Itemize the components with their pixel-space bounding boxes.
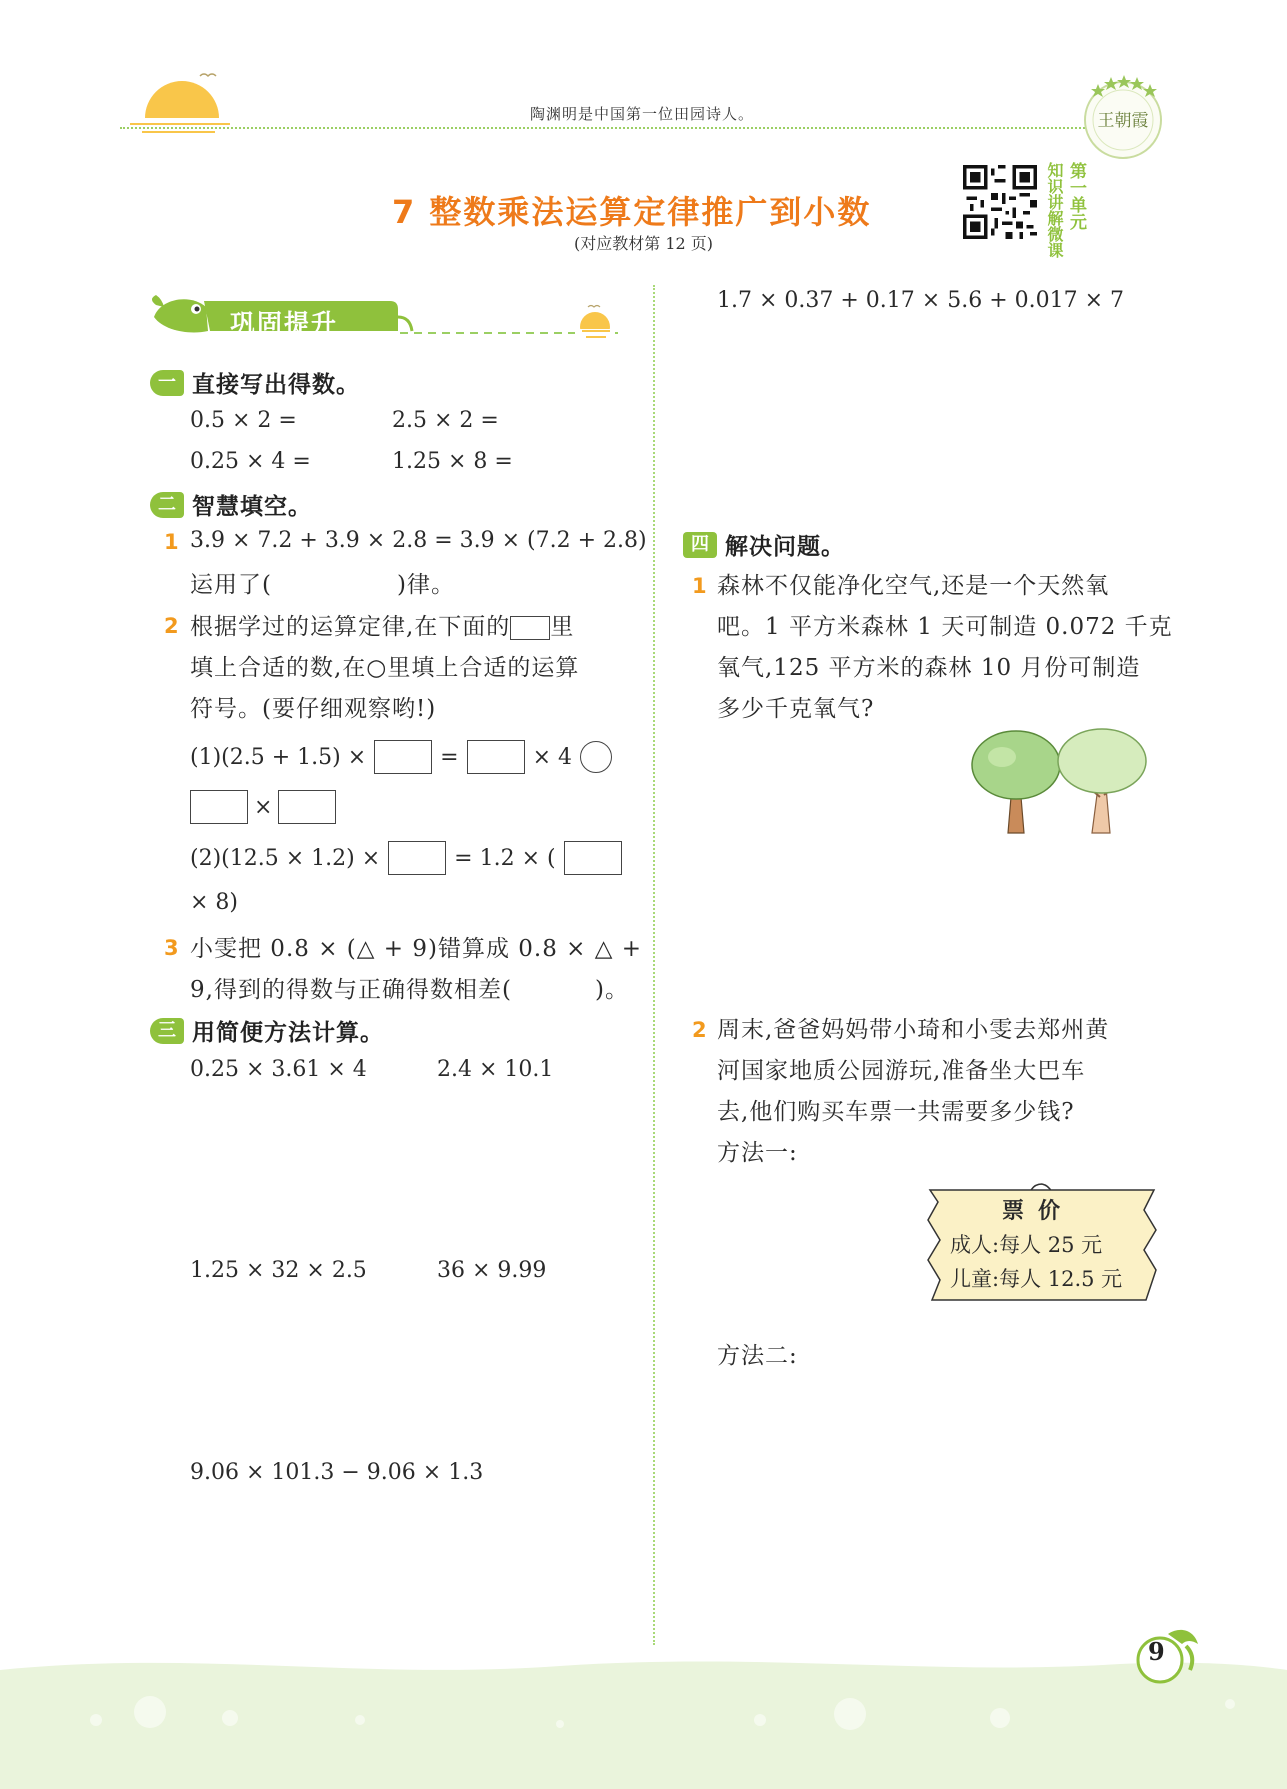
q2-p1-eq: = bbox=[440, 744, 459, 770]
q2-p2-text-b: = 1.2 × ( bbox=[454, 845, 556, 871]
method2-label: 方法二: bbox=[717, 1343, 798, 1369]
answer-box[interactable] bbox=[374, 740, 432, 774]
logo-text: 王朝霞 bbox=[1097, 111, 1149, 131]
q4-2-line: 周末,爸爸妈妈带小琦和小雯去郑州黄 bbox=[717, 1017, 1110, 1043]
banner-label: 巩固提升 bbox=[230, 309, 339, 338]
answer-box[interactable] bbox=[388, 841, 446, 875]
q2-text-b: 里 bbox=[550, 614, 575, 640]
calc-item: 0.5 × 2 = bbox=[190, 408, 297, 433]
q2-p1-times: × bbox=[254, 794, 273, 820]
calc-item: 1.25 × 32 × 2.5 bbox=[190, 1258, 367, 1283]
q1-answer-line bbox=[190, 565, 455, 606]
q2-text-a: 根据学过的运算定律,在下面的 bbox=[190, 614, 511, 640]
question-number: 1 bbox=[692, 574, 707, 598]
question-number: 2 bbox=[164, 614, 179, 638]
unit-tag-line1: 第一单元 bbox=[1066, 162, 1086, 230]
header-divider bbox=[120, 127, 1085, 129]
calc-item: 1.25 × 8 = bbox=[392, 449, 513, 474]
method1-label: 方法一: bbox=[717, 1140, 798, 1166]
q4-1-line: 森林不仅能净化空气,还是一个天然氧 bbox=[717, 573, 1110, 599]
q2-text-line3: 符号。(要仔细观察哟!) bbox=[190, 696, 437, 722]
ticket-child-price: 儿童:每人 12.5 元 bbox=[950, 1267, 1123, 1291]
section3-badge: 三 bbox=[150, 1018, 184, 1044]
dolphin-icon bbox=[1128, 1618, 1208, 1688]
answer-box[interactable] bbox=[467, 740, 525, 774]
section2-badge: 二 bbox=[150, 492, 184, 518]
column-divider bbox=[653, 285, 655, 1645]
trees-illustration bbox=[970, 725, 1160, 835]
q2-part1-line2 bbox=[190, 790, 336, 824]
unit-tag bbox=[1045, 162, 1085, 258]
lesson-title: 7 整数乘法运算定律推广到小数 bbox=[392, 193, 872, 231]
sunrise-icon bbox=[120, 62, 230, 142]
q1-expression: 3.9 × 7.2 + 3.9 × 2.8 = 3.9 × (7.2 + 2.8) bbox=[190, 528, 647, 553]
ticket-adult-price: 成人:每人 25 元 bbox=[950, 1233, 1103, 1257]
q2-part2 bbox=[190, 841, 622, 875]
q4-2-line: 去,他们购买车票一共需要多少钱? bbox=[717, 1099, 1075, 1125]
q2-p2-text-c: × 8) bbox=[190, 890, 239, 915]
section4-header bbox=[683, 528, 845, 561]
question-number: 3 bbox=[164, 936, 179, 960]
q1-text-b: )律。 bbox=[396, 572, 455, 598]
q2-text-line2: 填上合适的数,在○里填上合适的运算 bbox=[190, 655, 580, 681]
q1-text-a: 运用了( bbox=[190, 572, 272, 598]
bottom-wave-decoration bbox=[0, 1640, 1287, 1789]
question-number: 2 bbox=[692, 1018, 707, 1042]
section3-title: 用简便方法计算。 bbox=[192, 1020, 384, 1046]
publisher-logo bbox=[1078, 72, 1168, 162]
q2-p1-text-a: (1)(2.5 + 1.5) × bbox=[190, 744, 367, 770]
calc-item: 9.06 × 101.3 − 9.06 × 1.3 bbox=[190, 1460, 484, 1485]
section4-badge: 四 bbox=[683, 532, 717, 558]
q3-line2: 9,得到的得数与正确得数相差( )。 bbox=[190, 977, 630, 1003]
section-banner bbox=[150, 287, 630, 347]
operator-circle[interactable] bbox=[580, 741, 612, 773]
unit-tag-line2: 知识讲解微课 bbox=[1045, 162, 1064, 258]
answer-box[interactable] bbox=[564, 841, 622, 875]
calc-item: 36 × 9.99 bbox=[437, 1258, 547, 1283]
answer-box[interactable] bbox=[278, 790, 336, 824]
q3-line1: 小雯把 0.8 × (△ + 9)错算成 0.8 × △ + bbox=[190, 936, 642, 962]
q2-p2-text-a: (2)(12.5 × 1.2) × bbox=[190, 845, 381, 871]
question-number: 1 bbox=[164, 530, 179, 554]
section1-header bbox=[150, 366, 360, 399]
calc-item: 0.25 × 4 = bbox=[190, 449, 311, 474]
section1-title: 直接写出得数。 bbox=[192, 372, 360, 398]
section2-header bbox=[150, 488, 312, 521]
calc-item: 1.7 × 0.37 + 0.17 × 5.6 + 0.017 × 7 bbox=[717, 288, 1125, 313]
qr-code[interactable] bbox=[963, 165, 1037, 239]
page-number: 9 bbox=[1148, 1637, 1165, 1666]
q4-2-line: 河国家地质公园游玩,准备坐大巴车 bbox=[717, 1058, 1086, 1084]
section2-title: 智慧填空。 bbox=[192, 494, 312, 520]
section4-title: 解决问题。 bbox=[725, 534, 845, 560]
q2-text-line1 bbox=[190, 607, 574, 648]
section1-badge: 一 bbox=[150, 370, 184, 396]
answer-box[interactable] bbox=[190, 790, 248, 824]
ticket-title: 票价 bbox=[1002, 1198, 1075, 1224]
q4-1-line: 多少千克氧气? bbox=[717, 696, 875, 722]
calc-item: 0.25 × 3.61 × 4 bbox=[190, 1057, 367, 1082]
q4-1-line: 氧气,125 平方米的森林 10 月份可制造 bbox=[717, 655, 1141, 681]
q2-p1-text-b: × 4 bbox=[532, 744, 573, 770]
q2-part1 bbox=[190, 740, 612, 774]
header-quote: 陶渊明是中国第一位田园诗人。 bbox=[530, 105, 755, 123]
calc-item: 2.5 × 2 = bbox=[392, 408, 499, 433]
q4-1-line: 吧。1 平方米森林 1 天可制造 0.072 千克 bbox=[717, 614, 1173, 640]
calc-item: 2.4 × 10.1 bbox=[437, 1057, 554, 1082]
section3-header bbox=[150, 1014, 384, 1047]
lesson-subtitle: (对应教材第 12 页) bbox=[574, 234, 714, 253]
square-symbol bbox=[510, 616, 550, 640]
